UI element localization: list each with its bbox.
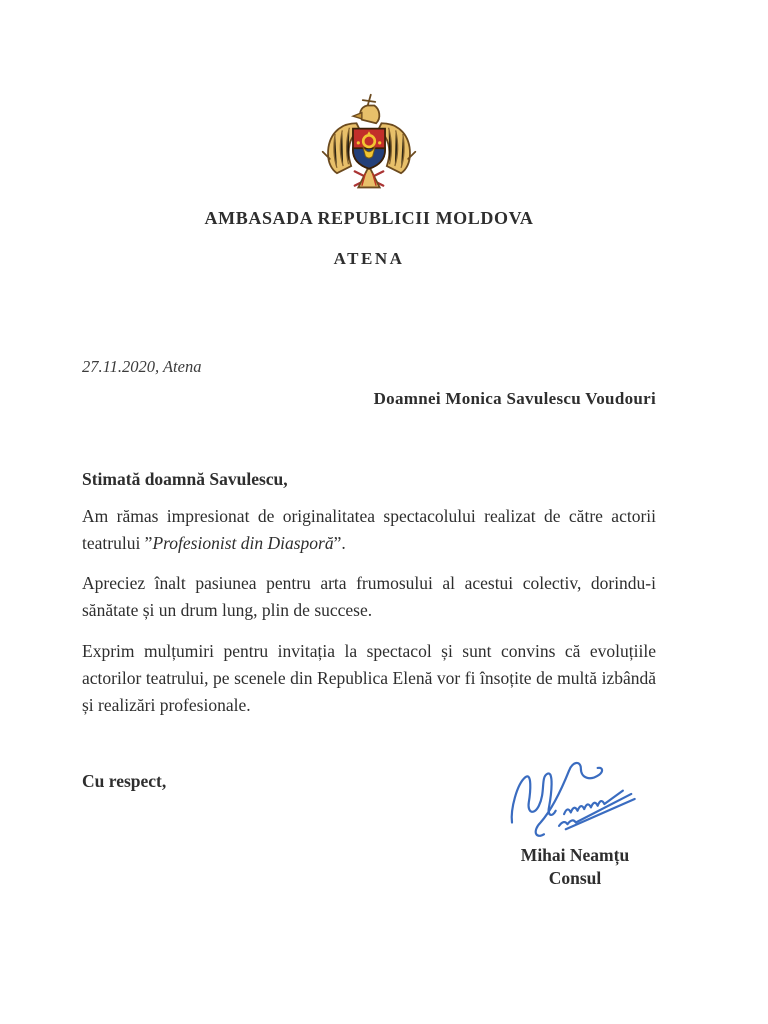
- signature-block: [480, 757, 670, 889]
- closing-row: [82, 757, 656, 889]
- paragraph-1-quoted-title: Profesionist din Diasporă: [152, 533, 334, 554]
- addressee-line: Doamnei Monica Savulescu Voudouri: [373, 389, 656, 408]
- paragraph-1-end: ”.: [333, 533, 346, 554]
- paragraph-1: [82, 503, 656, 557]
- date-place-line: 27.11.2020, Atena: [82, 357, 202, 376]
- signatory-name: Mihai Neamțu: [520, 844, 630, 865]
- paragraph-1-text: Am rămas impresionat de originalitatea spectacolului realizat de către actorii teatrului ”: [82, 506, 656, 554]
- coat-of-arms-icon: [314, 92, 424, 192]
- moldova-eagle-emblem: [315, 93, 423, 191]
- closing-phrase: Cu respect,: [82, 770, 167, 791]
- letterhead-city: ATENA: [333, 249, 405, 268]
- signatory-title: Consul: [548, 867, 602, 888]
- letterhead-organization: AMBASADA REPUBLICII MOLDOVA: [204, 208, 534, 228]
- handwritten-signature: [490, 757, 660, 841]
- paragraph-2: Apreciez înalt pasiunea pentru arta frumosului al acestui colectiv, dorindu-i sănătate și un drum lung, plin de succese.: [82, 573, 656, 621]
- letter-content: [0, 92, 768, 889]
- salutation: Stimată doamnă Savulescu,: [82, 469, 288, 489]
- paragraph-3: Exprim mulțumiri pentru invitația la spectacol și sunt convins că evoluțiile actorilor teatrului, pe scenele din Republica Elenă vor fi însoțite de multă izbândă și realizări profesionale.: [82, 640, 656, 715]
